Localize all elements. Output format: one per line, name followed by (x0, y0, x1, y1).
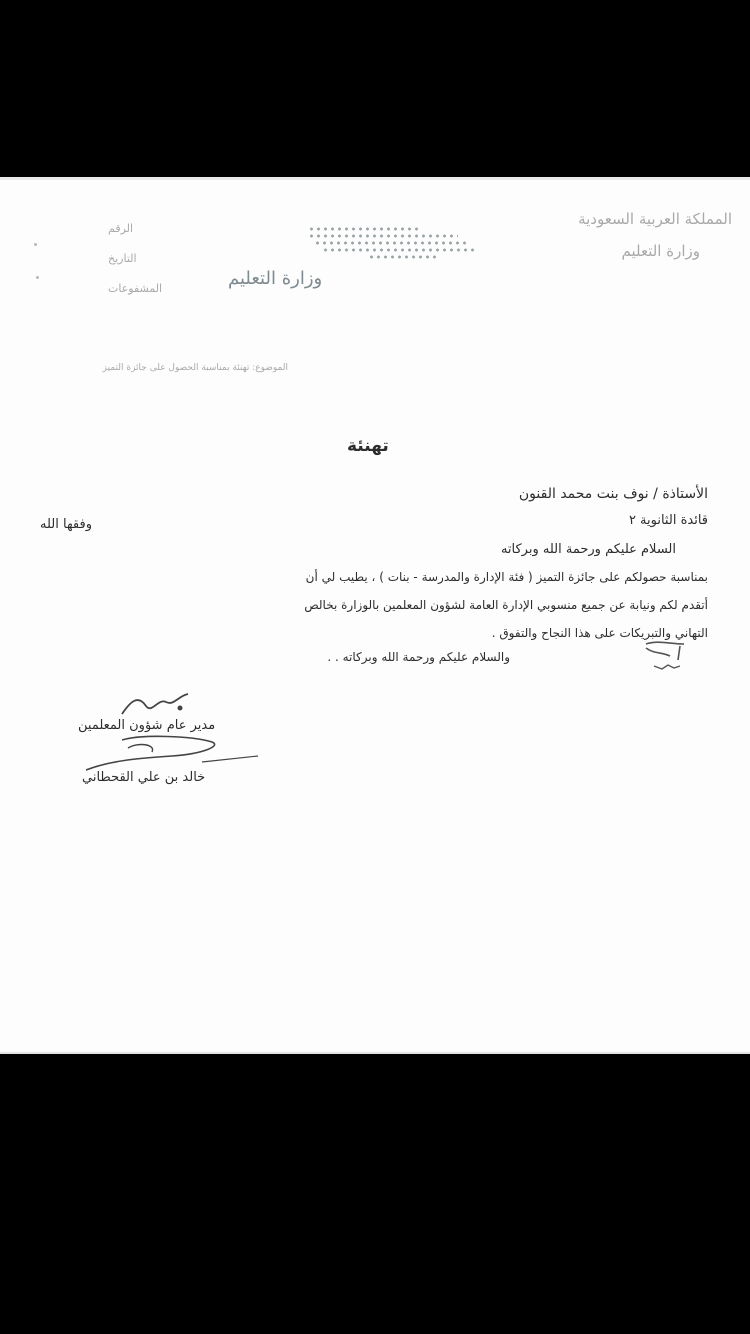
date-label: التاريخ (108, 252, 137, 265)
body-line-2: أتقدم لكم ونيابة عن جميع منسوبي الإدارة العامة لشؤون المعلمين بالوزارة بخالص (304, 598, 708, 612)
margin-dot (36, 276, 39, 279)
kingdom-name: المملكة العربية السعودية (578, 210, 732, 228)
recipient-position: قائدة الثانوية ٢ (628, 513, 708, 528)
signature-scribble-icon (118, 688, 198, 722)
closing: والسلام عليكم ورحمة الله وبركاته . . (327, 650, 510, 664)
letter-title: تهنئة (347, 436, 389, 456)
number-label: الرقم (108, 222, 134, 235)
ministry-name-right: وزارة التعليم (621, 242, 700, 260)
signatory-title: مدير عام شؤون المعلمين (78, 718, 216, 733)
signatory-name: خالد بن علي القحطاني (82, 770, 206, 785)
attachments-label: المشفوعات (108, 282, 163, 295)
signature-stroke-icon (82, 732, 262, 774)
ministry-logo-text: وزارة التعليم (228, 268, 323, 289)
subject-line: الموضوع: تهنئة بمناسبة الحصول على جائزة التميز (102, 363, 288, 373)
ministry-logo-icon (308, 223, 478, 259)
greeting: السلام عليكم ورحمة الله وبركاته (500, 542, 676, 557)
margin-dot (34, 243, 37, 246)
recipient: الأستاذة / نوف بنت محمد القنون (518, 486, 708, 502)
handwritten-note-icon (640, 638, 690, 678)
body-line-3: التهاني والتبريكات على هذا النجاح والتفوق . (491, 626, 708, 640)
body-line-1: بمناسبة حصولكم على جائزة التميز ( فئة الإدارة والمدرسة - بنات ) ، يطيب لي أن (305, 570, 708, 584)
letter-page (0, 177, 750, 1054)
blessing: وفقها الله (40, 517, 92, 532)
